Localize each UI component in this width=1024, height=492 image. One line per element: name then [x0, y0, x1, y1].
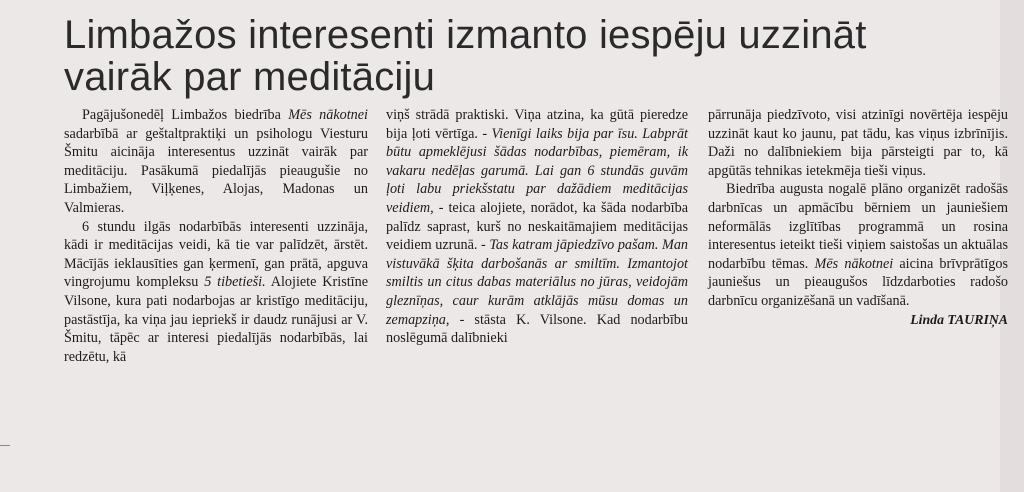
italic-text-run: Vienīgi laiks bija par īsu. Labprāt būtu apmeklējusi šādas nodarbības, piemēram, ik vakaru nedēļas garumā. Lai gan 6 stundās guvām ļoti labu priekšstatu par dažādiem meditācijas veidiem,	[386, 125, 688, 216]
paragraph	[64, 218, 368, 367]
article-column-3	[708, 106, 1008, 329]
italic-text-run: Mēs nākotnei	[814, 255, 894, 272]
italic-text-run: Tas katram jāpiedzīvo pašam. Man vistuvākā šķita darbošanās ar smiltīm. Izmantojot smiltis un citus dabas materiālus no jūras, veidojām gleznīņas, caur kurām atklājās mūsu domas un zemapziņa,	[386, 237, 689, 328]
text-run: sadarbībā ar geštaltpraktiķi un psihologu Viesturu Šmitu aicināja interesentus uzzināt vairāk par meditāciju. Pasākumā piedalījās pieaugušie no Limbažiem, Viļķenes, Alojas, Madonas un Valmieras.	[64, 125, 368, 216]
author-signature: Linda TAURIŅA	[910, 311, 1008, 327]
italic-text-run: Mēs nākotnei	[288, 107, 368, 123]
text-run: Alojiete Kristīne Vilsone, kura pati nodarbojas ar kristīgo meditāciju, pastāstīja, ka viņa jau iepriekš ir daudz runājusi ar V. Šmitu, tāpēc ar interesi piedalījās nodarbībās, lai redzētu, kā	[64, 274, 368, 365]
paragraph	[386, 106, 688, 348]
text-run: aicina brīvprātīgos jauniešus un pieaugušos līdzdarboties radošo darbnīcu organizēšanā un vadīšanā.	[708, 255, 1008, 309]
article-column-1	[64, 106, 368, 366]
article-headline: Limbažos interesenti izmanto iespēju uzzināt vairāk par meditāciju	[64, 13, 867, 99]
scan-mark	[0, 445, 10, 446]
italic-text-run: 5 tibetieši.	[204, 274, 266, 291]
paragraph	[708, 180, 1008, 310]
text-run: Pagājušonedēļ Limbažos biedrība	[82, 107, 289, 123]
paragraph: pārrunāja piedzīvoto, visi atzinīgi novērtēja iespēju uzzināt kaut ko jaunu, pat tādu, kas viņus izbrīnījis. Daži no dalībniekiem bija pārsteigti par to, kā apgūtās tehnikas ietekmēja tieši viņus.	[708, 107, 1008, 179]
text-run: viņš strādā praktiski. Viņa atzina, ka gūtā pieredze bija ļoti vērtīga. -	[386, 107, 688, 142]
text-run: - teica alojiete, norādot, ka šāda nodarbība palīdz saprast, kurš no neskaitāmajiem meditācijas veidiem uzrunā. -	[386, 199, 688, 254]
text-run: 6 stundu ilgās nodarbībās interesenti uzzināja, kādi ir meditācijas veidi, kā tie var palīdzēt, ārstēt. Mācījās ieklausīties gan ķermenī, gan prātā, apguva vingrojumu kompleksu	[64, 218, 368, 291]
text-run: Biedrība augusta nogalē plāno organizēt radošās darbnīcas un apmācību bērniem un jauniešiem neformālās izglītības programmā un rosina interesentus ieteikt tieši viņiem saistošas un aktuālas nodarbību tēmas.	[708, 181, 1008, 272]
article-column-2	[386, 106, 688, 348]
text-run: - stāsta K. Vilsone. Kad nodarbību noslēgumā dalībnieki	[386, 311, 688, 347]
paragraph	[64, 106, 368, 218]
